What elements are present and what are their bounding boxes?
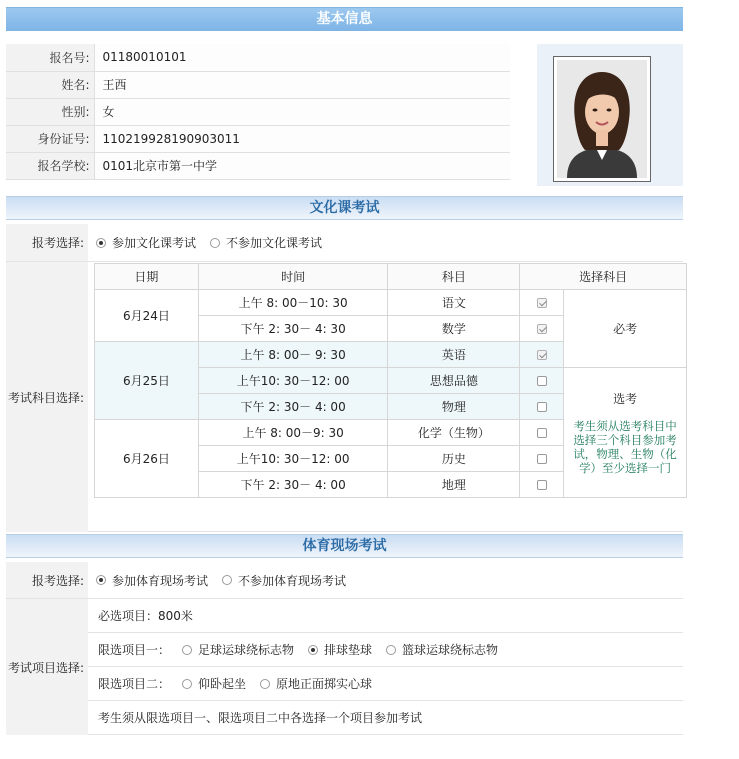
pe-option-join-label: 参加体育现场考试	[112, 573, 209, 588]
gender-label: 性别:	[6, 98, 94, 125]
time-cell: 上午10: 30－12: 00	[198, 446, 388, 472]
radio-selected-icon[interactable]	[96, 238, 106, 248]
info-row-reg-no	[6, 44, 510, 71]
time-cell: 下午 2: 30－ 4: 00	[198, 472, 388, 498]
pe-group1-football[interactable]	[182, 641, 294, 658]
name-value: 王西	[94, 71, 510, 98]
pe-group1-row	[88, 633, 683, 667]
pe-option-skip[interactable]	[222, 572, 346, 589]
pe-group1-football-label: 足球运球绕标志物	[198, 643, 295, 657]
radio-icon[interactable]	[210, 238, 220, 248]
culture-option-join-label: 参加文化课考试	[112, 236, 197, 250]
subject-cell: 物理	[388, 394, 520, 420]
radio-selected-icon[interactable]	[308, 645, 318, 655]
pe-choice-row	[6, 562, 683, 599]
checkbox-icon[interactable]	[537, 428, 547, 438]
time-cell: 下午 2: 30－ 4: 30	[198, 316, 388, 342]
pe-group2-label: 限选项目二：	[98, 677, 171, 691]
subject-selection-area	[6, 262, 683, 532]
date-cell: 6月26日	[95, 420, 199, 498]
info-row-school	[6, 152, 510, 179]
culture-option-skip[interactable]	[210, 234, 322, 251]
radio-icon[interactable]	[182, 645, 192, 655]
subject-cell: 思想品德	[388, 368, 520, 394]
radio-icon[interactable]	[222, 575, 232, 585]
id-label: 身份证号:	[6, 125, 94, 152]
reg-no-label: 报名号:	[6, 44, 94, 71]
culture-choice-row	[6, 224, 683, 262]
checkbox-checked-icon[interactable]	[537, 324, 547, 334]
id-value: 110219928190903011	[94, 125, 510, 152]
subject-checkbox-cell	[520, 368, 564, 394]
subject-checkbox-cell	[520, 316, 564, 342]
elective-note: 考生须从选考科目中选择三个科目参加考试，物理、生物（化学）至少选择一门	[573, 419, 677, 475]
subject-checkbox-cell	[520, 342, 564, 368]
required-label: 必考	[564, 290, 687, 368]
radio-icon[interactable]	[386, 645, 396, 655]
pe-note-text: 考生须从限选项目一、限选项目二中各选择一个项目参加考试	[98, 711, 423, 725]
time-cell: 上午10: 30－12: 00	[198, 368, 388, 394]
table-row	[95, 290, 687, 316]
date-cell: 6月24日	[95, 290, 199, 342]
radio-icon[interactable]	[260, 679, 270, 689]
pe-exam-title: 体育现场考试	[302, 538, 387, 554]
pe-group2-medicine-ball-label: 原地正面掷实心球	[276, 677, 373, 691]
checkbox-checked-icon[interactable]	[537, 350, 547, 360]
date-cell: 6月25日	[95, 342, 199, 420]
pe-group1-label: 限选项目一：	[98, 643, 171, 657]
culture-choice-label: 报考选择:	[6, 224, 88, 261]
header-select: 选择科目	[520, 264, 687, 290]
pe-group1-basketball-label: 篮球运球绕标志物	[402, 643, 499, 657]
culture-choice-options	[96, 224, 336, 261]
time-cell: 上午 8: 00－ 9: 30	[198, 342, 388, 368]
subject-cell: 数学	[388, 316, 520, 342]
checkbox-icon[interactable]	[537, 480, 547, 490]
subject-checkbox-cell	[520, 472, 564, 498]
pe-items-label: 考试项目选择:	[6, 599, 88, 735]
pe-option-join[interactable]	[96, 572, 208, 589]
basic-info-header	[6, 7, 683, 31]
header-date: 日期	[95, 264, 199, 290]
subject-cell: 地理	[388, 472, 520, 498]
elective-label: 选考	[613, 392, 638, 406]
time-cell: 上午 8: 00－10: 30	[198, 290, 388, 316]
pe-group1-basketball[interactable]	[386, 641, 498, 658]
pe-items-area	[6, 599, 683, 735]
pe-group2-situps[interactable]	[182, 675, 246, 692]
info-row-gender	[6, 98, 510, 125]
subject-checkbox-cell	[520, 446, 564, 472]
radio-selected-icon[interactable]	[96, 575, 106, 585]
subject-cell: 历史	[388, 446, 520, 472]
pe-group2-row	[88, 667, 683, 701]
radio-icon[interactable]	[182, 679, 192, 689]
header-time: 时间	[198, 264, 388, 290]
header-subject: 科目	[388, 264, 520, 290]
portrait-icon	[557, 60, 647, 178]
pe-group1-volleyball[interactable]	[308, 641, 372, 658]
checkbox-icon[interactable]	[537, 376, 547, 386]
pe-option-skip-label: 不参加体育现场考试	[238, 573, 347, 588]
subject-table-header	[95, 264, 687, 290]
name-label: 姓名:	[6, 71, 94, 98]
info-row-id	[6, 125, 510, 152]
elective-cell	[564, 368, 687, 498]
pe-group2-medicine-ball[interactable]	[260, 675, 372, 692]
info-row-name	[6, 71, 510, 98]
subject-checkbox-cell	[520, 290, 564, 316]
pe-group1-volleyball-label: 排球垫球	[324, 643, 373, 657]
pe-exam-header	[6, 534, 683, 558]
subject-table	[94, 263, 687, 498]
pe-choice-options	[96, 562, 360, 598]
subject-cell: 英语	[388, 342, 520, 368]
subject-checkbox-cell	[520, 420, 564, 446]
checkbox-icon[interactable]	[537, 454, 547, 464]
subject-selection-label: 考试科目选择:	[6, 262, 88, 532]
reg-no-value: 01180010101	[94, 44, 510, 71]
checkbox-checked-icon[interactable]	[537, 298, 547, 308]
subject-cell: 语文	[388, 290, 520, 316]
pe-required-text: 必选项目：800米	[98, 609, 193, 623]
culture-exam-title: 文化课考试	[309, 200, 380, 216]
pe-choice-label: 报考选择:	[6, 562, 88, 598]
pe-group2-situps-label: 仰卧起坐	[198, 677, 247, 691]
checkbox-icon[interactable]	[537, 402, 547, 412]
basic-info-table	[6, 44, 510, 180]
culture-exam-header	[6, 196, 683, 220]
school-value: 0101北京市第一中学	[94, 152, 510, 179]
student-photo	[553, 56, 651, 182]
culture-option-join[interactable]	[96, 234, 196, 251]
culture-option-skip-label: 不参加文化课考试	[226, 236, 323, 250]
pe-note-row	[88, 701, 683, 735]
subject-checkbox-cell	[520, 394, 564, 420]
pe-required-row	[88, 599, 683, 633]
gender-value: 女	[94, 98, 510, 125]
school-label: 报名学校:	[6, 152, 94, 179]
time-cell: 下午 2: 30－ 4: 00	[198, 394, 388, 420]
basic-info-title: 基本信息	[316, 11, 373, 27]
time-cell: 上午 8: 00－9: 30	[198, 420, 388, 446]
subject-cell: 化学（生物）	[388, 420, 520, 446]
